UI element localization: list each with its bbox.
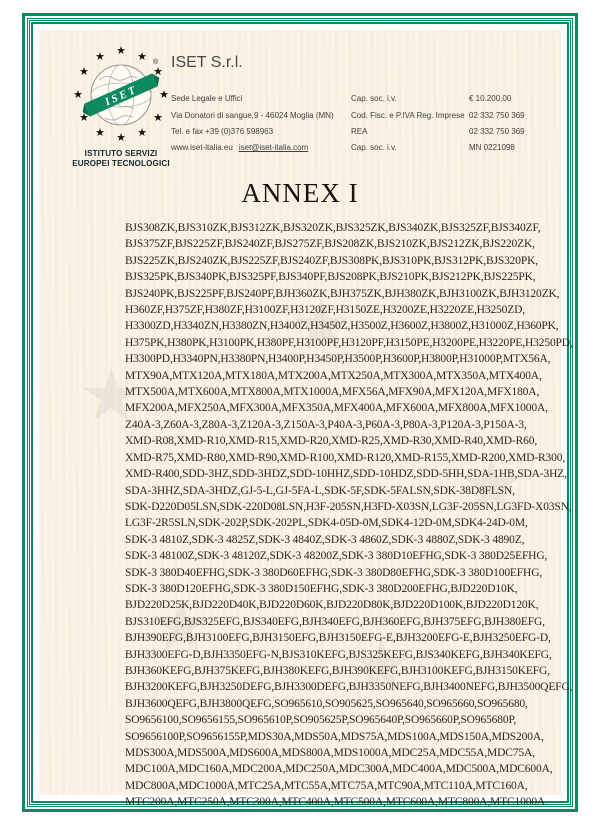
website-link: www.iset-italia.eu: [171, 143, 233, 152]
watermark-star-icon: ★: [459, 446, 524, 526]
model-line: MDS300A,MDS500A,MDS600A,MDS800A,MDS1000A,MDC25A,MDC55A,MDC75A,: [125, 747, 535, 759]
logo-caption-line1: ISTITUTO SERVIZI: [84, 149, 158, 158]
fiscal-value: 02 332 750 369: [469, 127, 525, 136]
model-line: BJH390EFG,BJH3100EFG,BJH3150EFG,BJH3150EFG-E,BJH3200EFG-E,BJH3250EFG-D,: [125, 632, 551, 645]
address-line: Via Donatori di sangue,9 - 46024 Moglia (MN): [171, 111, 334, 120]
model-line: BJH3600QEFG,BJH3800QEFG,SO965610,SO905625,SO965640,SO965660,SO965680,: [125, 697, 528, 710]
model-number-list: [125, 220, 573, 811]
certificate-border-line2: [27, 18, 573, 807]
page-title: ANNEX I: [241, 178, 359, 208]
svg-text:★: ★: [116, 45, 126, 57]
svg-text:★: ★: [137, 127, 147, 139]
model-line: XMD-R08,XMD-R10,XMD-R15,XMD-R20,XMD-R25,XMD-R30,XMD-R40,XMD-R60,: [125, 435, 538, 448]
model-line: BJS240PK,BJS225PF,BJS240PF,BJH360ZK,BJH375ZK,BJH380ZK,BJH3100ZK,BJH3120ZK,: [125, 287, 560, 300]
logo-caption-line2: EUROPEI TECNOLOGICI: [72, 159, 170, 168]
fiscal-label: REA: [351, 127, 368, 136]
fiscal-value: 02 332 750 369: [469, 111, 525, 120]
svg-text:★: ★: [153, 112, 163, 124]
model-line: Z40A-3,Z60A-3,Z80A-3,Z120A-3,Z150A-3,P40A-3,P60A-3,P80A-3,P120A-3,P150A-3,: [125, 418, 527, 431]
logo-caption: [57, 149, 185, 169]
svg-text:★: ★: [116, 132, 126, 144]
model-line: BJH3200KEFG,BJH3250DEFG,BJH3300DEFG,BJH3350NEFG,BJH3400NEFG,BJH3500QEFG,: [125, 681, 573, 694]
model-line: SDK-3 4810Z,SDK-3 4825Z,SDK-3 4840Z,SDK-3 4860Z,SDK-3 4880Z,SDK-3 4890Z,: [125, 533, 525, 546]
model-line: BJS310EFG,BJS325EFG,BJS340EFG,BJH340EFG,BJH360EFG,BJH375EFG,BJH380EFG,: [125, 615, 545, 628]
model-line: SDK-3 380D120EFHG,SDK-3 380D150EFHG,SDK-3 380D200EFHG,BJD220D10K,: [125, 582, 518, 595]
document-page: [39, 30, 573, 809]
model-line: SO9656100P,SO9656155P,MDS30A,MDS50A,MDS75A,MDS100A,MDS150A,MDS200A,: [125, 730, 544, 743]
fiscal-label: Cap. soc. i.v.: [351, 143, 397, 152]
model-line: BJS375ZF,BJS225ZF,BJS240ZF,BJS275ZF,BJS208ZK,BJS210ZK,BJS212ZK,BJS220ZK,: [125, 238, 535, 251]
watermark-star-icon: ★: [79, 356, 144, 436]
model-line: XMD-R400,SDD-3HZ,SDD-3HDZ,SDD-10HHZ,SDD-10HDZ,SDD-5HH,SDA-1HB,SDA-3HZ,: [125, 468, 567, 481]
fiscal-label: Cod. Fisc. e P.IVA Reg. Imprese: [351, 111, 465, 120]
model-line: MTX500A,MTX600A,MTX800A,MTX1000A,MFX56A,MFX90A,MFX120A,MFX180A,: [125, 386, 540, 399]
svg-text:★: ★: [137, 51, 147, 63]
svg-text:★: ★: [153, 66, 163, 78]
model-line: MTC200A,MTC250A,MTC300A,MTC400A,MTC500A,MTC600A,MTC800A,MTC1000A.: [125, 796, 548, 809]
fiscal-label: Cap. soc. i.v.: [351, 94, 397, 103]
model-line: BJH360KEFG,BJH375KEFG,BJH380KEFG,BJH390KEFG,BJH3100KEFG,BJH3150KEFG,: [125, 664, 550, 677]
certificate-border-inner: [31, 22, 573, 809]
company-name: ISET S.r.l.: [171, 54, 243, 71]
model-line: H360ZF,H375ZF,H380ZF,H3100ZF,H3120ZF,H3150ZE,H3200ZE,H3220ZE,H3250ZD,: [125, 304, 525, 317]
svg-text:★: ★: [79, 66, 89, 78]
svg-text:★: ★: [79, 112, 89, 124]
iset-logo-block: [57, 42, 185, 169]
model-line: MDC100A,MDC160A,MDC200A,MDC250A,MDC300A,MDC400A,MDC500A,MDC600A,: [125, 763, 553, 776]
svg-text:★: ★: [159, 89, 169, 101]
model-line: H3300ZD,H3340ZN,H3380ZN,H3400Z,H3450Z,H3500Z,H3600Z,H3800Z,H31000Z,H360PK,: [125, 320, 559, 333]
model-line: SDK-D220D05LSN,SDK-220D08LSN,H3F-205SN,H3FD-X03SN,LG3F-205SN,LG3FD-X03SN,: [125, 500, 572, 513]
model-line: BJS308ZK,BJS310ZK,BJS312ZK,BJS320ZK,BJS325ZK,BJS340ZK,BJS325ZF,BJS340ZF,: [125, 222, 541, 234]
model-line: SDK-3 380D40EFHG,SDK-3 380D60EFHG,SDK-3 380D80EFHG,SDK-3 380D100EFHG,: [125, 566, 543, 579]
svg-text:★: ★: [95, 51, 105, 63]
watermark-star-icon: ★: [349, 626, 414, 706]
model-line: LG3F-2R5SLN,SDK-202P,SDK-202PL,SDK4-05D-0M,SDK4-12D-0M,SDK4-24D-0M,: [125, 517, 528, 530]
certificate-border-outer: [22, 13, 578, 812]
model-line: MTX90A,MTX120A,MTX180A,MTX200A,MTX250A,MTX300A,MTX350A,MTX400A,: [125, 369, 542, 382]
model-line: BJD220D25K,BJD220D40K,BJD220D60K,BJD220D80K,BJD220D100K,BJD220D120K,: [125, 599, 539, 612]
model-line: SDA-3HHZ,SDA-3HDZ,GJ-5-L,GJ-5FA-L,SDK-5F,SDK-5FALSN,SDK-38D8FLSN,: [125, 484, 515, 497]
model-line: SO9656100,SO9656155,SO965610P,SO905625P,SO965640P,SO965660P,SO965680P,: [125, 714, 517, 727]
model-line: SDK-3 48100Z,SDK-3 48120Z,SDK-3 48200Z,SDK-3 380D10EFHG,SDK-3 380D25EFHG,: [125, 550, 548, 563]
watermark-star-icon: ★: [149, 586, 214, 666]
logo-ribbon-text: ISET: [103, 83, 140, 109]
web-email-line: [171, 143, 308, 152]
fiscal-value: € 10.200,00: [469, 94, 512, 103]
model-line: BJS225ZK,BJS240ZK,BJS225ZF,BJS240ZF,BJS308PK,BJS310PK,BJS312PK,BJS320PK,: [125, 254, 538, 267]
phone-line: Tel. e fax +39 (0)376 598963: [171, 127, 274, 136]
certificate-border-line3: [29, 20, 573, 809]
model-line: H375PK,H380PK,H3100PK,H380PF,H3100PF,H3120PF,H3150PE,H3200PE,H3220PE,H3250PD,: [125, 336, 573, 349]
model-line: BJS325PK,BJS340PK,BJS325PF,BJS340PF,BJS208PK,BJS210PK,BJS212PK,BJS225PK,: [125, 271, 536, 284]
fiscal-value: MN 0221098: [469, 143, 515, 152]
model-line: MDC800A,MDC1000A,MTC25A,MTC55A,MTC75A,MTC90A,MTC110A,MTC160A,: [125, 779, 528, 792]
model-line: H3300PD,H3340PN,H3380PN,H3400P,H3450P,H3500P,H3600P,H3800P,H31000P,MTX56A,: [125, 353, 551, 366]
svg-text:★: ★: [95, 127, 105, 139]
model-line: XMD-R75,XMD-R80,XMD-R90,XMD-R100,XMD-R120,XMD-R155,XMD-R200,XMD-R300,: [125, 451, 566, 464]
watermark-star-icon: ★: [289, 286, 354, 366]
eu-stars-globe-logo-icon: [71, 42, 171, 142]
model-line: MFX200A,MFX250A,MFX300A,MFX350A,MFX400A,MFX600A,MFX800A,MFX1000A,: [125, 402, 548, 415]
svg-text:★: ★: [73, 89, 83, 101]
model-line: BJH3300EFG-D,BJH3350EFG-N,BJS310KEFG,BJS325KEFG,BJS340KEFG,BJH340KEFG,: [125, 648, 552, 661]
email-link[interactable]: iset@iset-italia.com: [238, 143, 309, 152]
registered-mark: ®: [153, 59, 159, 66]
address-label: Sede Legale e Uffici: [171, 94, 243, 103]
